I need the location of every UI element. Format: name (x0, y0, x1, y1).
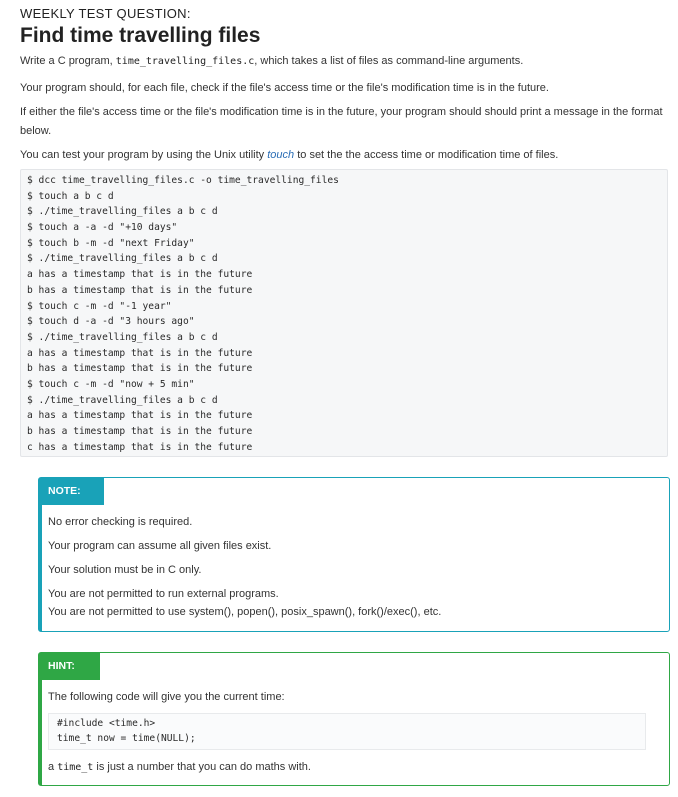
eyebrow-label: WEEKLY TEST QUESTION: (20, 6, 191, 21)
terminal-line: b has a timestamp that is in the future (27, 363, 253, 375)
hint-code-line: time_t now = time(NULL); (57, 732, 196, 744)
terminal-line: a has a timestamp that is in the future (27, 269, 253, 281)
note-item: You are not permitted to run external programs. (48, 588, 279, 600)
hint-code-block (48, 713, 646, 750)
note-item: No error checking is required. (48, 516, 193, 528)
hint-label: HINT: (42, 653, 100, 680)
note-callout (38, 477, 670, 632)
intro-paragraph-4: You can test your program by using the Unix utility touch to set the the access time or modification time of files. (20, 149, 559, 161)
note-item: You are not permitted to use system(), popen(), posix_spawn(), fork()/exec(), etc. (48, 606, 442, 618)
note-item: Your program can assume all given files exist. (48, 540, 272, 552)
hint-code-line: #include <time.h> (57, 718, 156, 729)
terminal-line: $ dcc time_travelling_files.c -o time_travelling_files (27, 175, 339, 186)
hint-outro: a time_t is just a number that you can do maths with. (48, 761, 311, 773)
terminal-line: $ touch a b c d (27, 190, 114, 202)
note-item: Your solution must be in C only. (48, 564, 202, 576)
terminal-line: b has a timestamp that is in the future (27, 426, 253, 437)
terminal-line: $ touch c -m -d "now + 5 min" (27, 378, 195, 390)
terminal-line: c has a timestamp that is in the future (27, 441, 253, 453)
touch-link[interactable]: touch (267, 149, 295, 161)
terminal-line: a has a timestamp that is in the future (27, 347, 253, 359)
intro-paragraph-3: If either the file's access time or the file's modification time is in the future, your program should should print a message in the format below. (20, 106, 663, 137)
terminal-line: $ touch b -m -d "next Friday" (27, 237, 195, 249)
terminal-line: $ ./time_travelling_files a b c d (27, 206, 218, 218)
terminal-line: $ touch a -a -d "+10 days" (27, 222, 178, 234)
page-title: Find time travelling files (20, 24, 261, 47)
hint-callout (38, 652, 670, 786)
program-filename: time_travelling_files.c (115, 56, 255, 67)
note-label: NOTE: (42, 478, 104, 505)
terminal-line: a has a timestamp that is in the future (27, 410, 253, 422)
time-t-code: time_t (57, 762, 94, 773)
terminal-line: $ ./time_travelling_files a b c d (27, 394, 218, 406)
intro-paragraph-2: Your program should, for each file, check if the file's access time or the file's modification time is in the future. (20, 82, 549, 94)
terminal-line: $ touch d -a -d "3 hours ago" (27, 316, 195, 328)
hint-intro: The following code will give you the current time: (48, 691, 285, 703)
intro-paragraph-1: Write a C program, time_travelling_files.c, which takes a list of files as command-line arguments. (20, 55, 524, 67)
terminal-line: $ ./time_travelling_files a b c d (27, 253, 218, 265)
terminal-example (20, 169, 668, 457)
terminal-line: b has a timestamp that is in the future (27, 284, 253, 296)
terminal-line: $ ./time_travelling_files a b c d (27, 331, 218, 343)
terminal-line: $ touch c -m -d "-1 year" (27, 300, 172, 312)
